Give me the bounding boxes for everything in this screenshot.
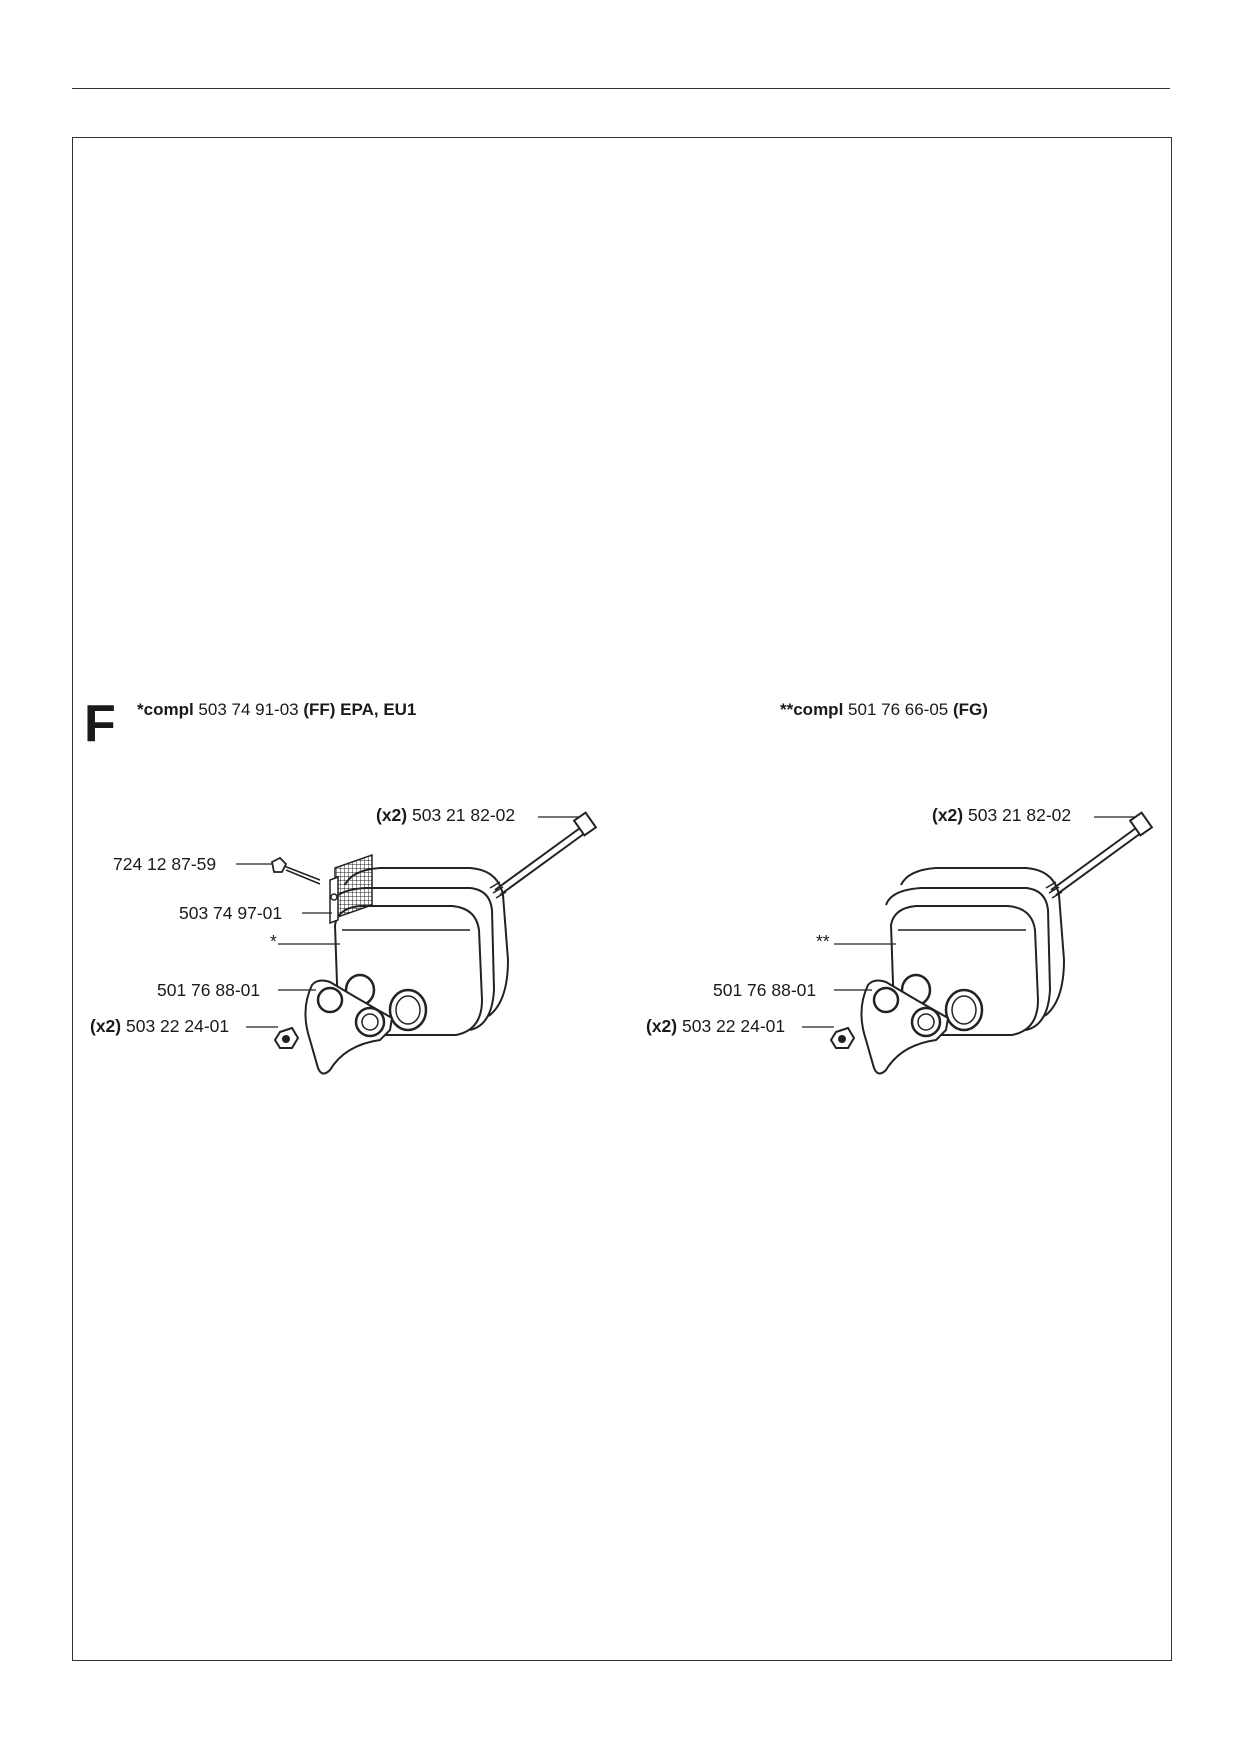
callout-mark: * — [270, 931, 277, 951]
callout-part: 503 22 24-01 — [682, 1016, 786, 1036]
callout-qty: (x2) — [90, 1016, 122, 1036]
callout-part: 503 22 24-01 — [126, 1016, 230, 1036]
callout-part: 503 21 82-02 — [968, 805, 1072, 825]
heading-part-number: 501 76 66-05 — [848, 700, 949, 719]
callout-part: 503 74 97-01 — [179, 903, 283, 923]
heading-prefix: **compl — [780, 700, 844, 719]
callout-qty: (x2) — [646, 1016, 678, 1036]
heading-suffix: (FG) — [952, 700, 988, 719]
callout-part: 503 21 82-02 — [412, 805, 516, 825]
callout-part: 501 76 88-01 — [713, 980, 817, 1000]
callout-qty: (x2) — [376, 805, 408, 825]
heading-prefix: *compl — [137, 700, 194, 719]
section-letter: F — [84, 695, 116, 753]
callout-part: 501 76 88-01 — [157, 980, 261, 1000]
muffler-fg-drawing — [831, 813, 1152, 1074]
heading-part-number: 503 74 91-03 — [198, 700, 299, 719]
callout-qty: (x2) — [932, 805, 964, 825]
callout-part: 724 12 87-59 — [113, 854, 217, 874]
muffler-ff-drawing — [272, 813, 596, 1074]
heading-suffix: (FF) EPA, EU1 — [303, 700, 417, 719]
callout-mark: ** — [816, 931, 830, 951]
